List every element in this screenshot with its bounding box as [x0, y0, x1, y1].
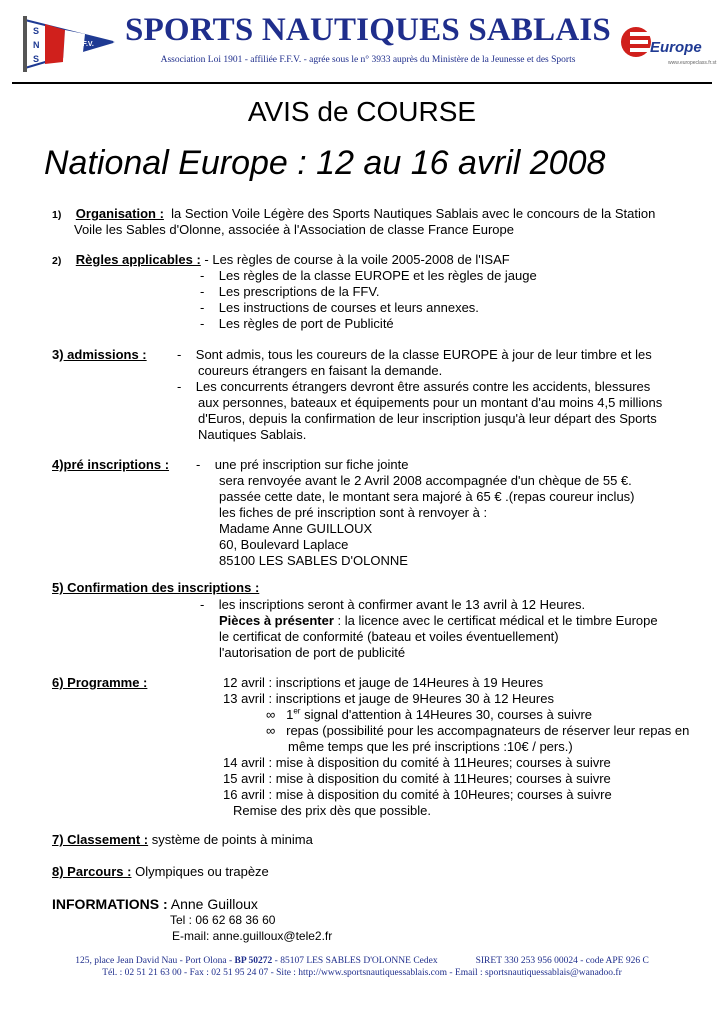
section-number: 1) — [52, 209, 62, 221]
contact-name: Madame Anne GUILLOUX — [219, 521, 373, 536]
informations-heading: INFORMATIONS : — [52, 896, 168, 912]
programme-bullet — [266, 723, 689, 739]
confirmation-text: le certificat de conformité (bateau et voiles éventuellement) — [219, 629, 559, 644]
event-title: National Europe : 12 au 16 avril 2008 — [44, 144, 606, 182]
regles-item-text: Les instructions de courses et leurs annexes. — [218, 300, 479, 315]
programme-bullet — [266, 707, 592, 723]
classement-line — [52, 832, 313, 848]
regles-item-text: Les règles de port de Publicité — [218, 316, 394, 331]
preinscriptions-text: une pré inscription sur fiche jointe — [214, 457, 409, 472]
bullet-text: signal d'attention à 14Heures 30, courses à suivre — [300, 707, 593, 722]
regles-line-first — [52, 252, 510, 269]
admissions-line-1 — [52, 347, 147, 363]
regles-first-item: - Les règles de course à la voile 2005-2008 de l'ISAF — [200, 252, 510, 267]
infinity-bullet-icon: ∞ — [266, 707, 276, 722]
organisation-heading: Organisation : — [75, 206, 164, 221]
parcours-heading: 8) Parcours : — [52, 864, 132, 879]
confirmation-heading — [52, 580, 259, 596]
informations-tel: Tel : 06 62 68 36 60 — [170, 913, 276, 927]
admissions-text: aux personnes, bateaux et équipements pour un montant d'au moins 4,5 millions — [198, 395, 663, 410]
parcours-line — [52, 864, 269, 880]
contact-city: 85100 LES SABLES D'OLONNE — [219, 553, 408, 568]
regles-item-text: Les prescriptions de la FFV. — [218, 284, 380, 299]
confirmation-first: - les inscriptions seront à confirmer avant le 13 avril à 12 Heures. — [200, 597, 586, 612]
regles-heading: Règles applicables : — [75, 252, 201, 267]
informations-line — [52, 896, 258, 912]
admissions-text: coureurs étrangers en faisant la demande. — [198, 363, 443, 378]
bullet-text: 1 — [286, 707, 294, 722]
admissions-text: d'Euros, depuis la confirmation de leur inscription jusqu'à leur départ des Sports — [198, 411, 657, 426]
admissions-heading: admissions : — [63, 347, 147, 362]
organisation-line-2: Voile les Sables d'Olonne, associée à l'Association de classe France Europe — [74, 222, 514, 237]
parcours-text: Olympiques ou trapèze — [131, 864, 269, 879]
organisation-text: la Section Voile Légère des Sports Nautiques Sablais avec le concours de la Station — [171, 206, 656, 221]
preinscriptions-text: sera renvoyée avant le 2 Avril 2008 accompagnée d'un chèque de 55 €. — [219, 473, 632, 488]
classement-heading: 7) Classement : — [52, 832, 149, 847]
association-line: Association Loi 1901 - affiliée F.F.V. - agrée sous le n° 3933 auprès du Ministère de la Jeunesse et des Sports — [160, 55, 576, 65]
pieces-text: : la licence avec le certificat médical et le timbre Europe — [333, 613, 658, 628]
document-title: AVIS de COURSE — [247, 96, 477, 127]
prize-giving: Remise des prix dès que possible. — [233, 803, 431, 818]
footer-address-post: - 85107 LES SABLES D'OLONNE Cedex — [272, 956, 438, 966]
svg-text:S: S — [33, 54, 40, 64]
svg-text:S: S — [33, 26, 40, 36]
classement-text: système de points à minima — [148, 832, 313, 847]
footer-bp: BP 50272 — [234, 956, 273, 966]
preinscriptions-heading-text: 4)pré inscriptions : — [52, 457, 170, 472]
confirmation-text: les inscriptions seront à confirmer avant le 13 avril à 12 Heures. — [218, 597, 586, 612]
svg-text:Europe: Europe — [650, 39, 702, 56]
confirmation-text: l'autorisation de port de publicité — [219, 645, 406, 660]
admissions-text: Nautiques Sablais. — [198, 427, 307, 442]
europe-class-logo-icon — [620, 20, 718, 68]
bullet-text: repas (possibilité pour les accompagnateurs de réserver leur repas en — [286, 723, 690, 738]
preinscriptions-text: les fiches de pré inscription sont à renvoyer à : — [219, 505, 488, 520]
svg-text:N: N — [33, 40, 40, 50]
bullet-sup: er — [293, 706, 301, 716]
programme-day: 14 avril : mise à disposition du comité à 11Heures; courses à suivre — [223, 755, 611, 770]
section-number: 2) — [52, 255, 62, 267]
footer-contact: Tél. : 02 51 21 63 00 - Fax : 02 51 95 24 07 - Site : http://www.sportsnautiquessablais.com - Email : sportsnautiquessablais@wanadoo.fr — [102, 968, 622, 978]
svg-text:F.F.V.: F.F.V. — [77, 41, 94, 48]
svg-text:www.europeclass.fr.st: www.europeclass.fr.st — [668, 60, 717, 66]
preinscriptions-first: - une pré inscription sur fiche jointe — [196, 457, 409, 472]
footer-siret: SIRET 330 253 956 00024 - code APE 926 C — [475, 956, 649, 966]
club-burgee-logo — [5, 12, 115, 74]
regles-item-text: Les règles de la classe EUROPE et les règles de jauge — [218, 268, 537, 283]
informations-name: Anne Guilloux — [167, 896, 258, 912]
admissions-text: Les concurrents étrangers devront être assurés contre les accidents, blessures — [195, 379, 651, 394]
footer-address-pre: 125, place Jean David Nau - Port Olona - — [75, 956, 235, 966]
footer-address — [0, 956, 724, 966]
informations-email: E-mail: anne.guilloux@tele2.fr — [172, 929, 333, 943]
preinscriptions-text: passée cette date, le montant sera majoré à 65 € .(repas coureur inclus) — [219, 489, 635, 504]
admissions-text: Sont admis, tous les coureurs de la classe EUROPE à jour de leur timbre et les — [195, 347, 652, 362]
programme-day: 13 avril : inscriptions et jauge de 9Heures 30 à 12 Heures — [223, 691, 554, 706]
programme-day: 16 avril : mise à disposition du comité à 10Heures; courses à suivre — [223, 787, 612, 802]
organisation-line-1 — [52, 206, 655, 223]
programme-heading — [52, 675, 147, 691]
preinscriptions-heading — [52, 457, 169, 473]
bullet-text: même temps que les pré inscriptions :10€ / pers.) — [288, 739, 573, 754]
programme-day: 12 avril : inscriptions et jauge de 14Heures à 19 Heures — [223, 675, 544, 690]
regles-item: - Les règles de la classe EUROPE et les règles de jauge — [200, 268, 537, 283]
pieces-label: Pièces à présenter — [219, 613, 334, 628]
burgee-flag-icon — [5, 12, 115, 74]
programme-heading-text: 6) Programme : — [52, 675, 148, 690]
europe-class-logo — [620, 20, 718, 68]
infinity-bullet-icon: ∞ — [266, 723, 276, 738]
admissions-item-1: - Sont admis, tous les coureurs de la classe EUROPE à jour de leur timbre et les — [177, 347, 652, 362]
programme-day: 15 avril : mise à disposition du comité à 11Heures; courses à suivre — [223, 771, 611, 786]
regles-item: - Les prescriptions de la FFV. — [200, 284, 380, 299]
header-divider — [12, 82, 712, 84]
club-title: SPORTS NAUTIQUES SABLAIS — [125, 12, 611, 48]
regles-item: - Les règles de port de Publicité — [200, 316, 394, 331]
regles-item: - Les instructions de courses et leurs annexes. — [200, 300, 479, 315]
admissions-item-2: - Les concurrents étrangers devront être assurés contre les accidents, blessures — [177, 379, 651, 394]
confirmation-heading-text: 5) Confirmation des inscriptions : — [52, 580, 260, 595]
contact-street: 60, Boulevard Laplace — [219, 537, 349, 552]
pieces-line — [219, 613, 658, 629]
section-number: 3) — [52, 347, 64, 362]
